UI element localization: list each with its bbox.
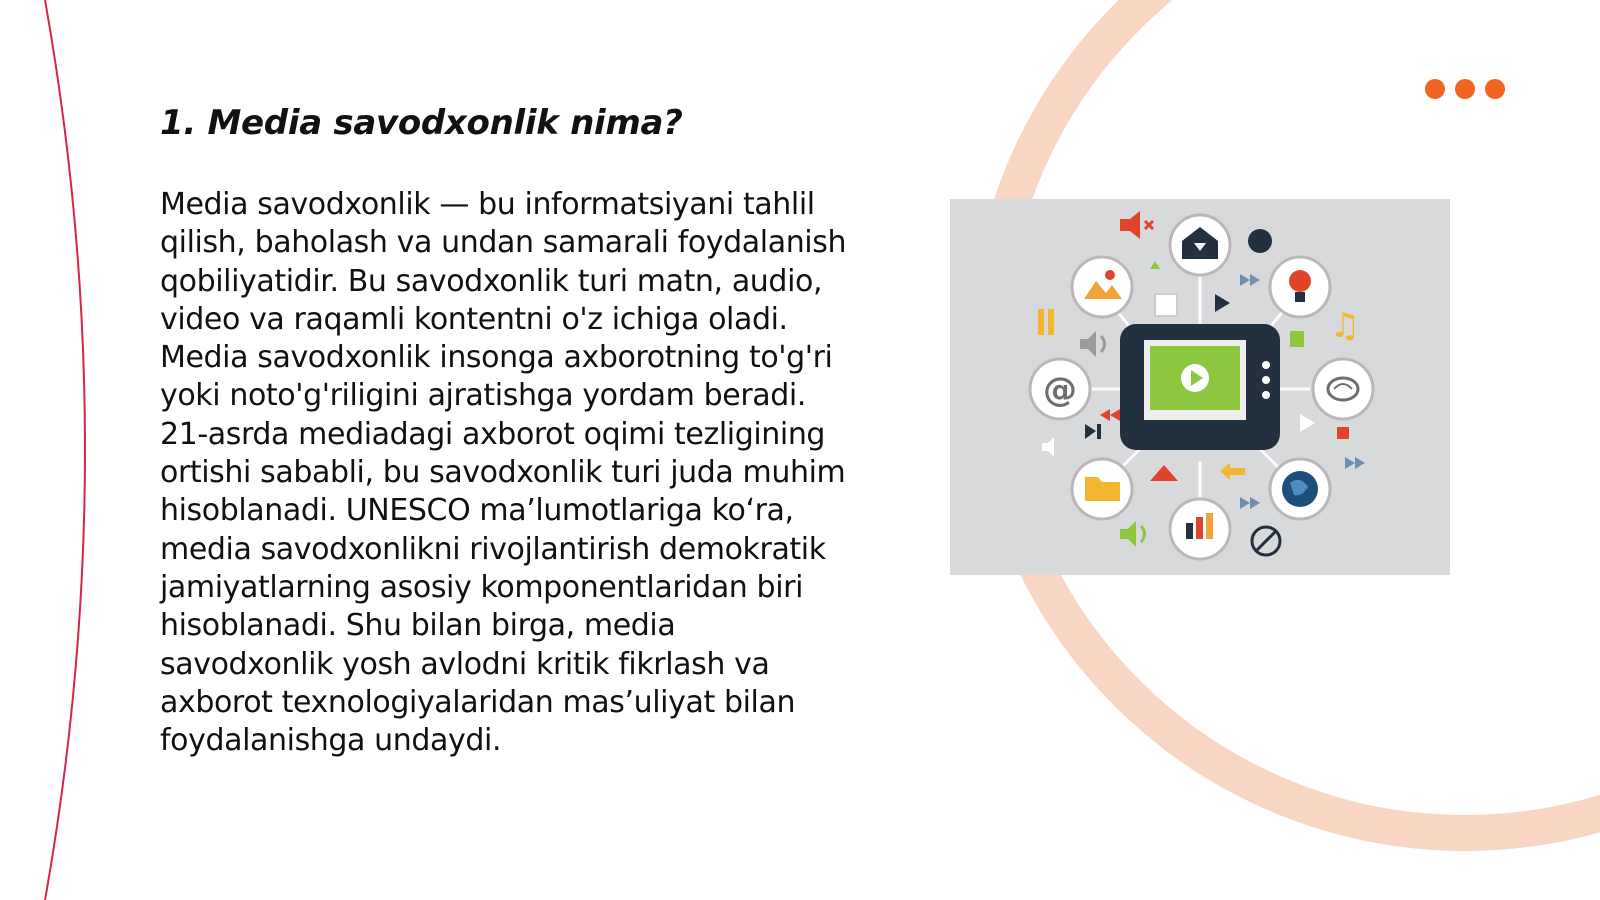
dots-decoration [1425, 79, 1505, 99]
slide-body-text: Media savodxonlik — bu informatsiyani tahlil qilish, baholash va undan samarali foydalanish qobiliyatidir. Bu savodxonlik turi matn, audio, video va raqamli kontentni o'z ichiga oladi. Media savodxonlik insonga axborotning to'g'ri yoki noto'g'riligini ajratishga yordam beradi. 21-asrda mediadagi axborot oqimi tezligining ortishi sababli, bu savodxonlik turi juda muhim hisoblanadi. UNESCO ma’lumotlariga ko‘ra, media savodxonlikni rivojlantirish demokratik jamiyatlarning asosiy komponentlaridan biri hisoblanadi. Shu bilan birga, media savodxonlik yosh avlodni kritik fikrlash va axborot texnologiyalaridan mas’uliyat bilan foydalanishga undaydi. [160, 187, 847, 759]
at-sign-icon [1030, 359, 1090, 419]
slide-title: 1. Media savodxonlik nima? [160, 103, 683, 143]
triangle-play-icon [1300, 414, 1315, 432]
speaker-small-icon [1042, 437, 1054, 457]
stop-icon [1337, 427, 1349, 439]
no-signal-icon [1252, 527, 1280, 555]
play-icon [1215, 294, 1230, 312]
image-icon [1072, 257, 1132, 317]
mute-icon [1120, 211, 1153, 239]
fast-forward-icon [1240, 274, 1260, 286]
svg-text:@: @ [1043, 370, 1077, 410]
lightbulb-icon [1270, 257, 1330, 317]
folder-icon [1072, 459, 1132, 519]
mail-icon [1170, 215, 1230, 275]
pause-icon [1038, 309, 1054, 335]
rewind-icon [1100, 409, 1120, 421]
dot [1425, 79, 1445, 99]
tablet-play-icon [1120, 324, 1280, 450]
left-accent-line [45, 0, 85, 900]
speaker-green-icon [1120, 521, 1145, 547]
fast-forward-icon [1345, 457, 1365, 469]
record-icon [1248, 229, 1272, 253]
dot [1485, 79, 1505, 99]
media-illustration [950, 199, 1450, 575]
document-icon [1150, 261, 1177, 316]
fast-forward-icon [1240, 497, 1260, 509]
brain-icon [1313, 359, 1373, 419]
dot [1455, 79, 1475, 99]
back-icon [1220, 463, 1245, 480]
globe-icon [1270, 459, 1330, 519]
skip-icon [1085, 424, 1101, 439]
flag-icon [1290, 331, 1304, 347]
bar-chart-icon [1170, 499, 1230, 559]
volume-icon [1080, 331, 1105, 357]
eject-icon [1150, 465, 1178, 481]
music-icon: ♫ [1329, 306, 1361, 346]
